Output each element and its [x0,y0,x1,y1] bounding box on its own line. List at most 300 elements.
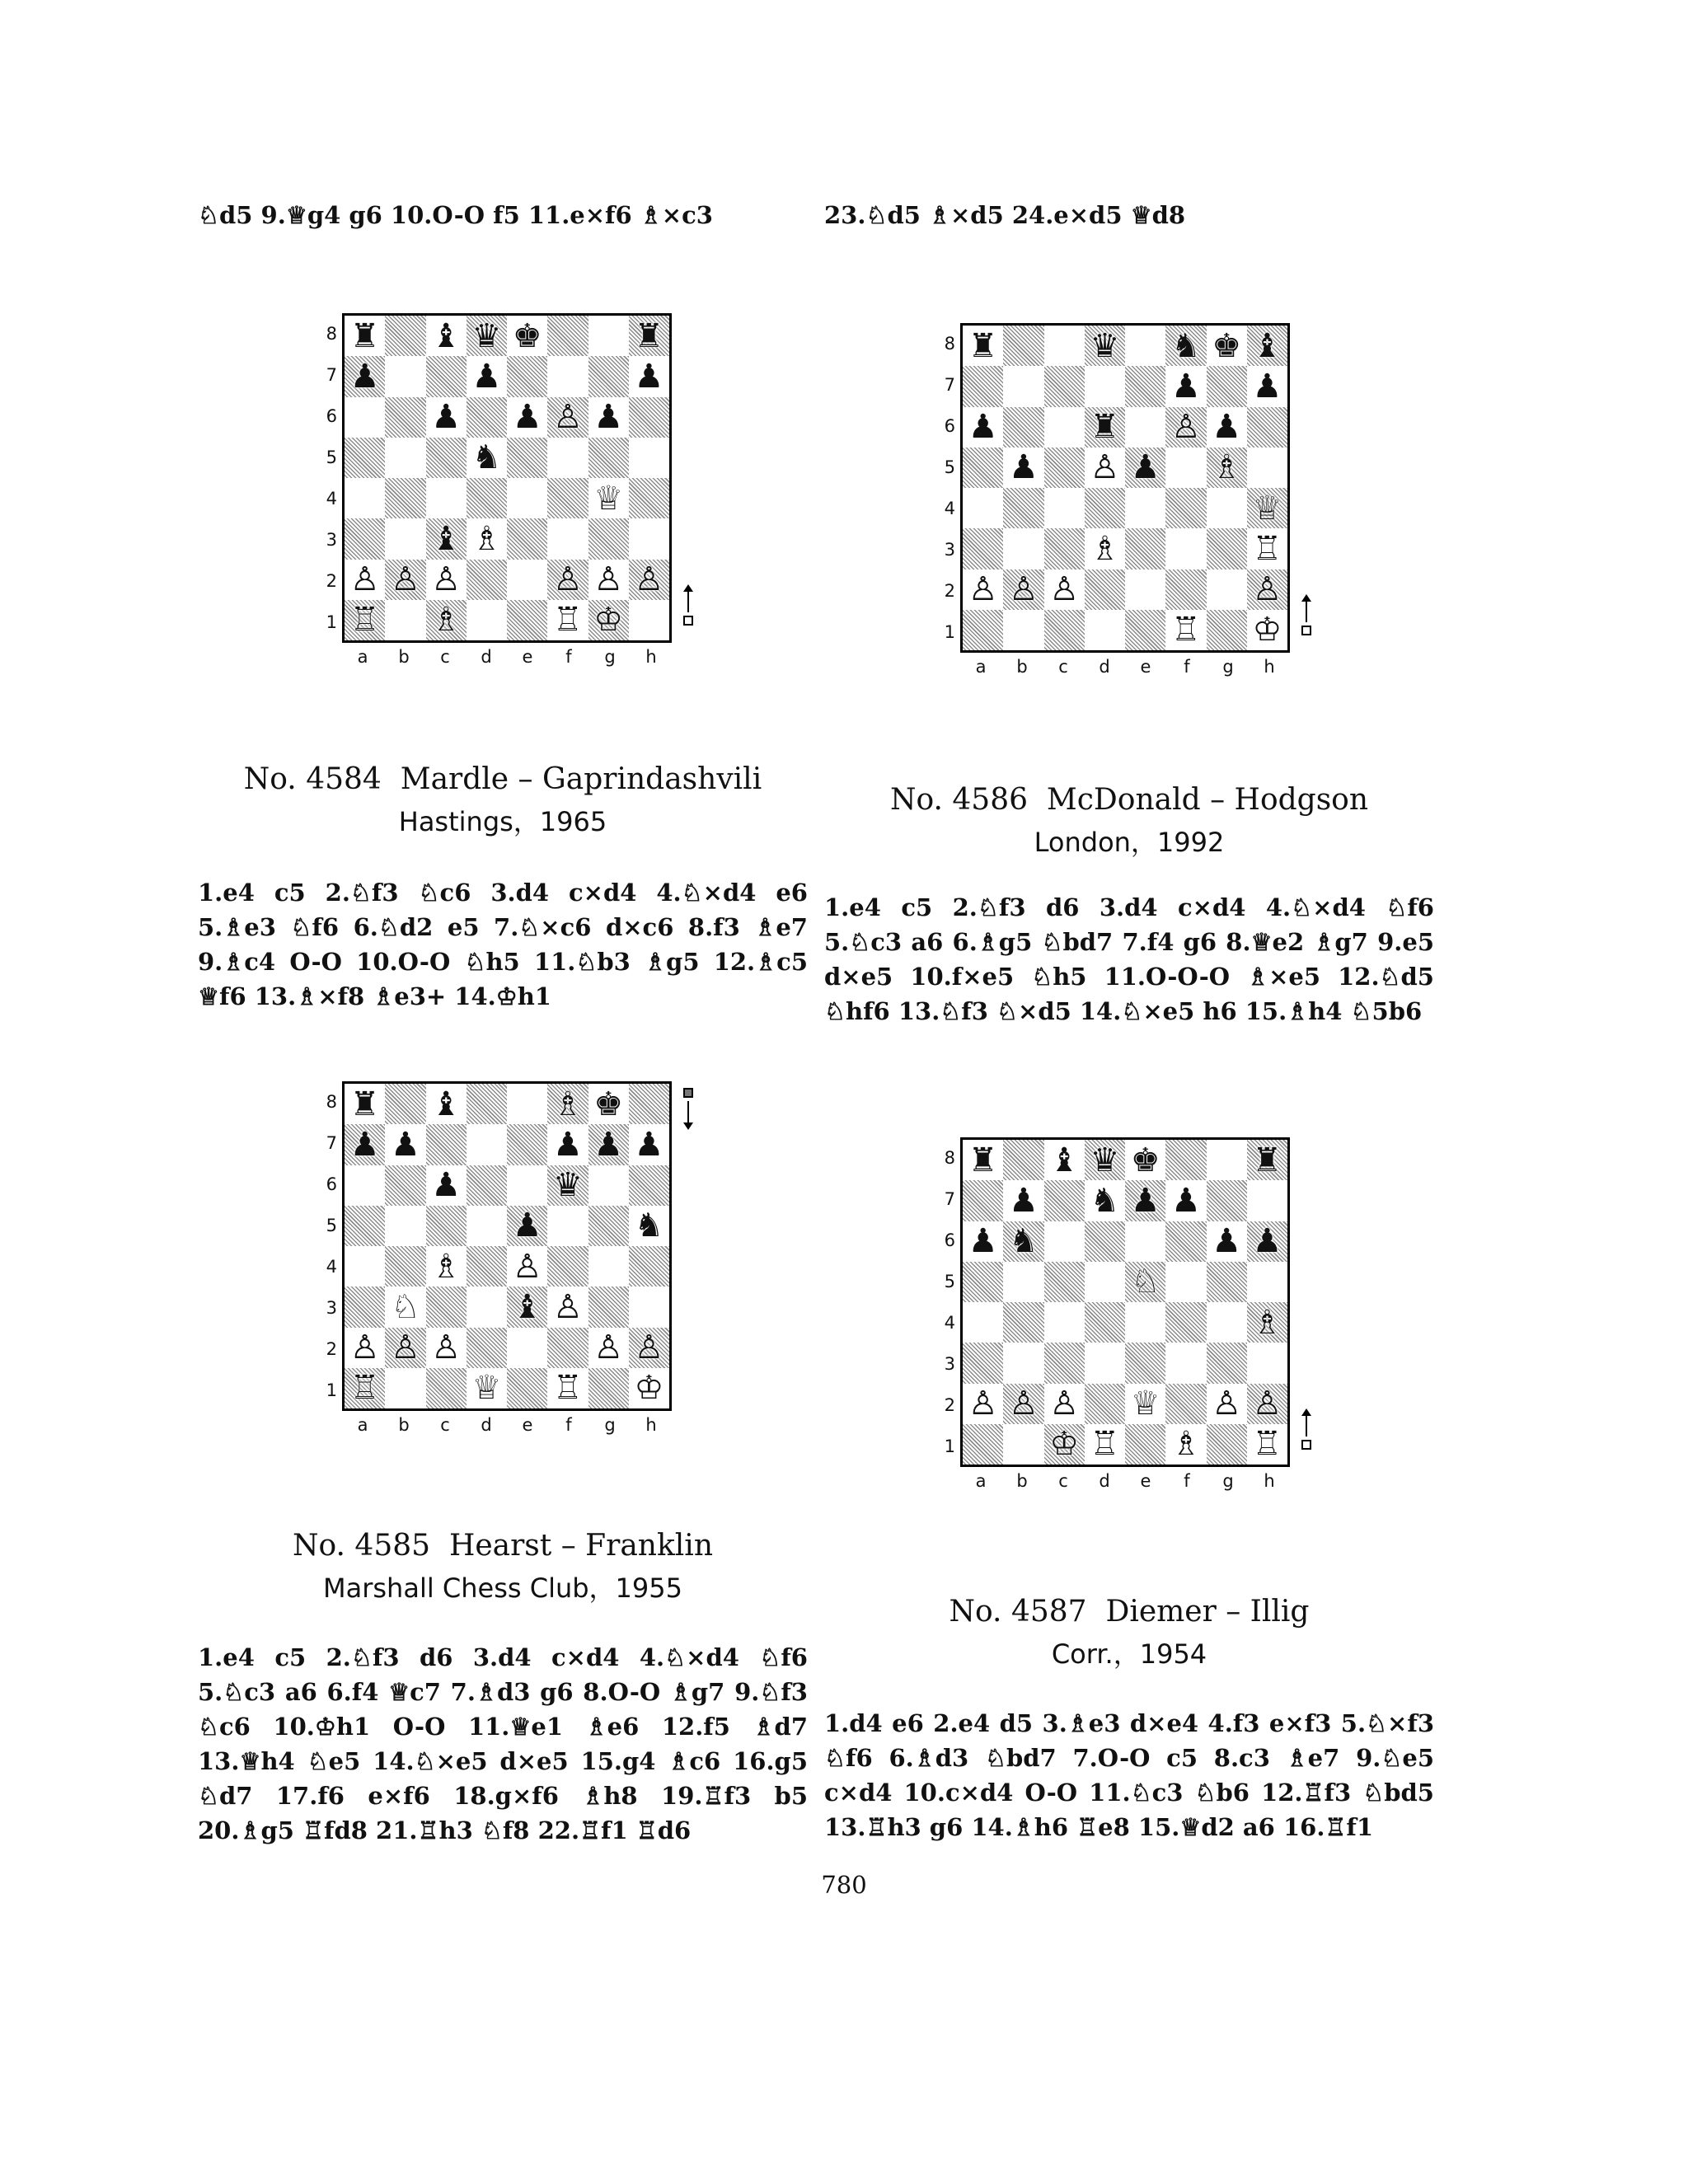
square-f1 [547,1368,588,1408]
rank-label: 8 [326,324,337,344]
white-to-move-icon [1300,599,1315,640]
square-d2 [467,560,507,600]
white-bishop-icon: ♗ [1090,529,1120,568]
rank-label: 2 [944,581,955,601]
square-e4 [507,1246,547,1286]
black-bishop-icon: ♝ [431,1085,462,1123]
rank-label: 8 [944,1148,955,1168]
black-knight-icon: ♞ [471,438,502,477]
square-h4 [629,478,669,518]
square-h2 [1247,569,1287,610]
white-pawn-icon: ♙ [1008,1385,1039,1423]
square-a1 [963,610,1003,650]
file-label: a [357,647,368,667]
rank-label: 5 [326,448,337,467]
square-b8 [385,316,425,356]
game-venue: Hastings，1965 [398,806,607,837]
white-pawn-icon: ♙ [349,560,380,599]
square-c3 [426,518,467,559]
black-pawn-icon: ♟ [431,1166,462,1205]
square-c6 [426,397,467,438]
file-label: e [1140,1471,1151,1491]
square-f3 [1165,1343,1206,1383]
rank-label: 2 [944,1395,955,1415]
square-g5 [1207,448,1247,488]
file-labels [960,657,1290,677]
square-g2 [588,1328,629,1368]
black-pawn-icon: ♟ [349,1125,380,1164]
white-pawn-icon: ♙ [634,560,664,599]
square-a5 [345,438,385,478]
black-king-icon: ♚ [1130,1141,1160,1179]
white-pawn-icon: ♙ [1090,448,1120,487]
white-pawn-icon: ♙ [593,560,624,599]
square-e2 [507,1328,547,1368]
square-g1 [1207,1424,1247,1465]
game-moves: 1.e4 c5 2.♘f3 d6 3.d4 c×d4 4.♘×d4 ♘f6 5.♘c3 a6 6.f4 ♕c7 7.♗d3 g6 8.O-O ♗g7 9.♘f3 ♘c6 10.♔h1 O-O 11.♕e1 ♗e6 12.f5 ♗d7 13.♕h4 ♘e5 14.♘×e5 d×e5 15.g4 ♗c6 16.g5 ♘d7 17.f6 e×f6 18.g×f6 ♗h8 19.♖f3 b5 20.♗g5 ♖fd8 21.♖h3 ♘f8 22.♖f1 ♖d6 [198,1643,808,1844]
square-d3 [1085,528,1125,569]
square-e8 [507,316,547,356]
square-h1 [1247,1424,1287,1465]
square-g7 [588,1124,629,1165]
chess-board [342,1081,672,1411]
file-label: d [481,1415,492,1435]
square-b4 [1003,1302,1043,1343]
rank-label: 4 [326,489,337,509]
square-b1 [1003,1424,1043,1465]
continuation-text-right: 23.♘d5 ♗×d5 24.e×d5 ♕d8 [824,201,1186,229]
square-h7 [1247,366,1287,406]
white-pawn-icon: ♙ [968,1385,998,1423]
rank-label: 5 [326,1216,337,1235]
square-f6 [1165,1221,1206,1262]
rank-label: 7 [326,365,337,385]
white-rook-icon: ♖ [552,1369,583,1408]
white-bishop-icon: ♗ [431,601,462,640]
square-d6 [467,1165,507,1206]
square-d3 [1085,1343,1125,1383]
square-c7 [1044,366,1085,406]
square-c7 [426,1124,467,1165]
file-label: g [604,1415,616,1435]
rank-label: 5 [944,457,955,477]
square-f5 [547,438,588,478]
black-queen-icon: ♛ [1090,326,1120,365]
square-g6 [1207,1221,1247,1262]
square-c4 [1044,488,1085,528]
black-rook-icon: ♜ [1252,1141,1282,1179]
game-heading [198,1529,808,1605]
square-d4 [467,478,507,518]
square-a4 [963,488,1003,528]
square-h5 [629,1206,669,1246]
white-bishop-icon: ♗ [471,519,502,558]
square-a7 [345,356,385,396]
square-e6 [1125,407,1165,448]
square-d5 [1085,448,1125,488]
square-f1 [547,600,588,640]
white-bishop-icon: ♗ [1212,448,1242,487]
square-f7 [547,1124,588,1165]
square-g1 [1207,610,1247,650]
square-b7 [1003,1180,1043,1221]
white-pawn-icon: ♙ [968,570,998,609]
black-queen-icon: ♛ [552,1166,583,1205]
white-queen-icon: ♕ [593,479,624,518]
square-e1 [1125,610,1165,650]
game-number: No. 4585 [293,1529,431,1563]
white-queen-icon: ♕ [1130,1385,1160,1423]
chess-board [960,323,1290,653]
square-c4 [426,478,467,518]
square-f6 [547,397,588,438]
square-c5 [1044,448,1085,488]
square-e1 [507,1368,547,1408]
game-number: No. 4587 [949,1595,1087,1629]
square-c6 [1044,407,1085,448]
rank-labels [309,313,337,643]
game-heading [198,762,808,839]
rank-label: 5 [944,1272,955,1291]
square-a5 [963,448,1003,488]
square-h4 [1247,488,1287,528]
square-h2 [1247,1384,1287,1424]
square-c8 [1044,1140,1085,1180]
square-a7 [963,366,1003,406]
square-g4 [1207,488,1247,528]
white-to-move-icon [1300,1413,1315,1455]
square-g6 [1207,407,1247,448]
square-d5 [1085,1262,1125,1302]
square-g7 [1207,1180,1247,1221]
square-c2 [426,560,467,600]
game-title [824,1595,1434,1629]
square-b6 [1003,407,1043,448]
white-rook-icon: ♖ [349,601,380,640]
square-a1 [963,1424,1003,1465]
square-a6 [345,1165,385,1206]
square-h2 [629,560,669,600]
black-bishop-icon: ♝ [431,519,462,558]
square-d3 [467,518,507,559]
square-e5 [507,438,547,478]
game-players: Mardle – Gaprindashvili [400,762,762,796]
square-g5 [588,438,629,478]
square-c8 [1044,326,1085,366]
square-g2 [1207,569,1247,610]
square-c5 [426,1206,467,1246]
black-bishop-icon: ♝ [431,316,462,355]
square-h8 [1247,326,1287,366]
square-b6 [385,397,425,438]
black-pawn-icon: ♟ [634,357,664,396]
square-a3 [345,1286,385,1327]
black-king-icon: ♚ [1212,326,1242,365]
chess-diagram [309,1081,688,1460]
square-b8 [1003,326,1043,366]
rank-label: 1 [944,1436,955,1456]
black-pawn-icon: ♟ [593,398,624,437]
white-king-icon: ♔ [1049,1425,1080,1464]
square-c6 [1044,1221,1085,1262]
square-d4 [467,1246,507,1286]
square-e7 [507,1124,547,1165]
square-a8 [963,326,1003,366]
game-number: No. 4584 [243,762,382,796]
file-label: e [522,1415,533,1435]
black-queen-icon: ♛ [471,316,502,355]
square-e6 [507,1165,547,1206]
black-to-move-icon [682,1088,696,1129]
white-pawn-icon: ♙ [1252,570,1282,609]
file-label: d [481,647,492,667]
square-d2 [1085,1384,1125,1424]
square-g7 [588,356,629,396]
white-bishop-icon: ♗ [552,1085,583,1123]
rank-label: 7 [944,1189,955,1209]
file-label: g [1222,1471,1234,1491]
square-f1 [1165,610,1206,650]
square-d8 [467,1084,507,1124]
square-b2 [1003,569,1043,610]
black-pawn-icon: ♟ [1212,1222,1242,1261]
square-a2 [963,569,1003,610]
square-f2 [547,560,588,600]
file-label: e [1140,657,1151,677]
square-a3 [963,1343,1003,1383]
square-e5 [1125,448,1165,488]
square-a2 [345,1328,385,1368]
square-b3 [1003,1343,1043,1383]
square-c3 [1044,1343,1085,1383]
square-b5 [385,438,425,478]
black-pawn-icon: ♟ [431,398,462,437]
square-e3 [1125,528,1165,569]
square-f1 [1165,1424,1206,1465]
white-bishop-icon: ♗ [431,1247,462,1286]
rank-label: 6 [326,1174,337,1194]
square-a4 [963,1302,1003,1343]
square-e2 [1125,569,1165,610]
file-label: a [975,1471,987,1491]
square-c2 [1044,569,1085,610]
square-g3 [588,1286,629,1327]
square-c5 [1044,1262,1085,1302]
square-f4 [1165,488,1206,528]
file-label: f [565,1415,572,1435]
square-h3 [629,1286,669,1327]
white-pawn-icon: ♙ [390,1329,420,1367]
white-pawn-icon: ♙ [431,1329,462,1367]
white-queen-icon: ♕ [471,1369,502,1408]
square-e4 [1125,488,1165,528]
black-rook-icon: ♜ [1090,408,1120,447]
square-a5 [963,1262,1003,1302]
black-rook-icon: ♜ [349,1085,380,1123]
white-pawn-icon: ♙ [512,1247,542,1286]
square-a6 [345,397,385,438]
white-to-move-icon [682,589,696,630]
square-f3 [547,1286,588,1327]
file-label: c [1058,657,1068,677]
square-b2 [385,1328,425,1368]
square-e3 [507,1286,547,1327]
square-b2 [1003,1384,1043,1424]
white-rook-icon: ♖ [349,1369,380,1408]
square-e5 [1125,1262,1165,1302]
black-king-icon: ♚ [593,1085,624,1123]
white-rook-icon: ♖ [1090,1425,1120,1464]
square-e4 [1125,1302,1165,1343]
chess-board [342,313,672,643]
white-king-icon: ♔ [1252,611,1282,649]
square-e5 [507,1206,547,1246]
square-b2 [385,560,425,600]
square-h1 [629,1368,669,1408]
file-label: g [1222,657,1234,677]
square-d8 [1085,326,1125,366]
black-pawn-icon: ♟ [1130,448,1160,487]
black-rook-icon: ♜ [349,316,380,355]
game-heading [824,1595,1434,1671]
chess-diagram [927,1137,1306,1516]
chess-diagram [927,323,1306,702]
square-d7 [467,356,507,396]
file-label: g [604,647,616,667]
square-a1 [345,1368,385,1408]
black-pawn-icon: ♟ [968,408,998,447]
square-g8 [1207,1140,1247,1180]
chess-board [960,1137,1290,1467]
rank-label: 2 [326,1339,337,1359]
black-rook-icon: ♜ [968,1141,998,1179]
square-f7 [547,356,588,396]
black-pawn-icon: ♟ [593,1125,624,1164]
file-label: b [1016,657,1028,677]
game-moves: 1.d4 e6 2.e4 d5 3.♗e3 d×e4 4.f3 e×f3 5.♘×f3 ♘f6 6.♗d3 ♘bd7 7.O-O c5 8.c3 ♗e7 9.♘e5 c×d4 10.c×d4 O-O 11.♘c3 ♘b6 12.♖f3 ♘bd5 13.♖h3 g6 14.♗h6 ♖e8 15.♕d2 a6 16.♖f1 [824,1709,1434,1841]
file-label: c [440,1415,450,1435]
square-c4 [426,1246,467,1286]
white-queen-icon: ♕ [1252,489,1282,527]
file-labels [960,1471,1290,1491]
square-f3 [547,518,588,559]
square-h8 [1247,1140,1287,1180]
square-a8 [963,1140,1003,1180]
file-label: c [1058,1471,1068,1491]
square-f8 [1165,1140,1206,1180]
square-e6 [1125,1221,1165,1262]
square-b6 [385,1165,425,1206]
black-pawn-icon: ♟ [1130,1181,1160,1220]
square-g6 [588,1165,629,1206]
file-label: b [398,647,410,667]
black-pawn-icon: ♟ [552,1125,583,1164]
white-pawn-icon: ♙ [1008,570,1039,609]
black-knight-icon: ♞ [1008,1222,1039,1261]
square-d7 [1085,366,1125,406]
square-h8 [629,316,669,356]
rank-label: 3 [326,530,337,550]
square-d1 [1085,1424,1125,1465]
square-e3 [507,518,547,559]
black-pawn-icon: ♟ [1170,367,1201,405]
square-d4 [1085,1302,1125,1343]
square-f7 [1165,1180,1206,1221]
square-c5 [426,438,467,478]
game-venue: London，1992 [1034,827,1225,858]
square-a3 [345,518,385,559]
file-labels [342,647,672,667]
square-f4 [547,478,588,518]
square-b1 [1003,610,1043,650]
square-a2 [963,1384,1003,1424]
square-a3 [963,528,1003,569]
rank-label: 8 [326,1092,337,1112]
page-number: 780 [821,1871,867,1899]
square-c1 [1044,610,1085,650]
game-heading [824,783,1434,860]
square-c7 [426,356,467,396]
square-h7 [1247,1180,1287,1221]
square-h4 [1247,1302,1287,1343]
white-pawn-icon: ♙ [390,560,420,599]
square-c3 [1044,528,1085,569]
square-e1 [1125,1424,1165,1465]
white-king-icon: ♔ [593,601,624,640]
square-b7 [1003,366,1043,406]
square-h1 [1247,610,1287,650]
square-a7 [345,1124,385,1165]
square-h4 [629,1246,669,1286]
black-bishop-icon: ♝ [512,1287,542,1326]
rank-label: 6 [944,416,955,436]
square-a6 [963,407,1003,448]
square-f5 [1165,1262,1206,1302]
game-players: McDonald – Hodgson [1046,783,1369,817]
square-b7 [385,1124,425,1165]
rank-label: 3 [326,1298,337,1318]
square-f6 [1165,407,1206,448]
white-pawn-icon: ♙ [552,398,583,437]
game-number: No. 4586 [889,783,1028,817]
black-pawn-icon: ♟ [1212,408,1242,447]
square-e2 [507,560,547,600]
game-moves: 1.e4 c5 2.♘f3 ♘c6 3.d4 c×d4 4.♘×d4 e6 5.♗e3 ♘f6 6.♘d2 e5 7.♘×c6 d×c6 8.f3 ♗e7 9.♗c4 O-O 10.O-O ♘h5 11.♘b3 ♗g5 12.♗c5 ♕f6 13.♗×f8 ♗e3+ 14.♔h1 [198,879,808,1010]
square-d8 [1085,1140,1125,1180]
square-b3 [385,1286,425,1327]
black-pawn-icon: ♟ [634,1125,664,1164]
continuation-text-left: ♘d5 9.♕g4 g6 10.O-O f5 11.e×f6 ♗×c3 [198,201,713,229]
square-h5 [1247,1262,1287,1302]
square-d6 [467,397,507,438]
file-label: d [1099,657,1110,677]
square-a2 [345,560,385,600]
square-g4 [1207,1302,1247,1343]
square-b5 [1003,1262,1043,1302]
square-a8 [345,316,385,356]
white-bishop-icon: ♗ [1252,1303,1282,1342]
square-g2 [588,560,629,600]
white-rook-icon: ♖ [1170,611,1201,649]
black-king-icon: ♚ [512,316,542,355]
white-pawn-icon: ♙ [1049,1385,1080,1423]
square-c6 [426,1165,467,1206]
square-b4 [1003,488,1043,528]
square-g8 [588,1084,629,1124]
square-e4 [507,478,547,518]
black-pawn-icon: ♟ [512,1207,542,1245]
game-players: Diemer – Illig [1105,1595,1310,1629]
